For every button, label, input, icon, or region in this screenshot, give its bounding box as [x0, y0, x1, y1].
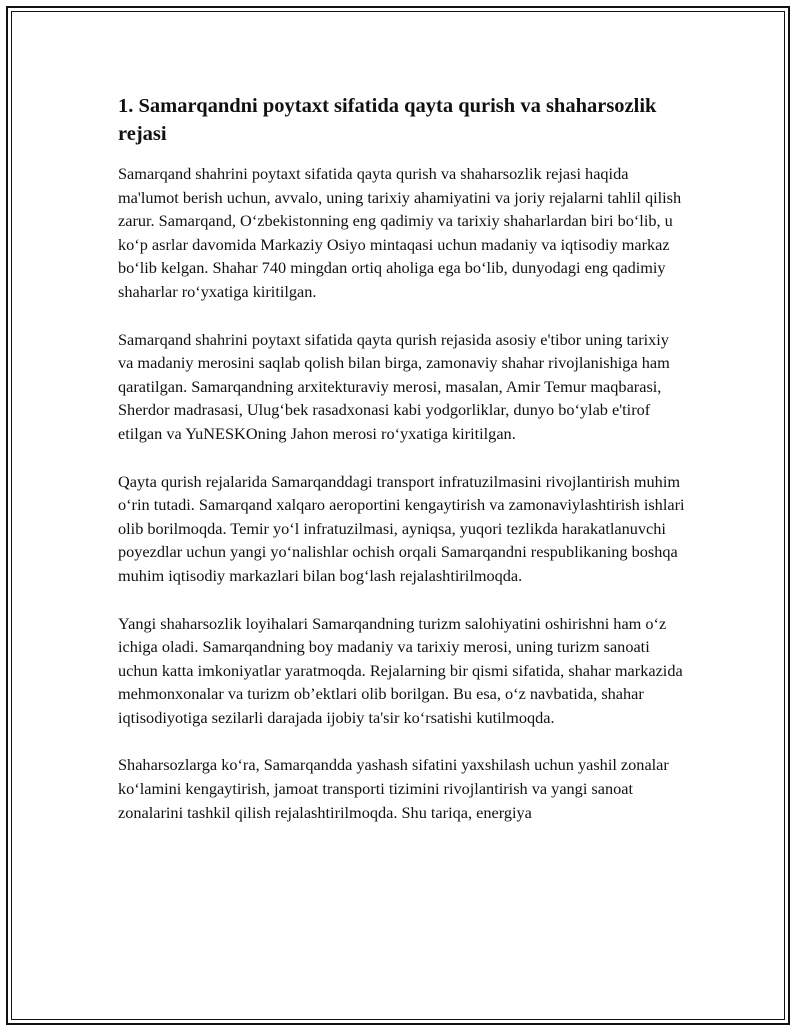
- paragraph-tourism: Yangi shaharsozlik loyihalari Samarqandning turizm salohiyatini oshirishni ham o‘z ichiga oladi. Samarqandning boy madaniy va tarixiy merosi, uning turizm sanoati uchun katta imkoniyatlar yaratmoqda. Rejalarning bir qismi sifatida, shahar markazida mehmonxonalar va turizm ob’ektlari olib borilgan. Bu esa, o‘z navbatida, shahar iqtisodiyotiga sezilarli darajada ijobiy ta'sir ko‘rsatishi kutilmoqda.: [118, 613, 683, 727]
- paragraph-history: Samarqand shahrini poytaxt sifatida qayta qurish va shaharsozlik rejasi haqida ma'lumot berish uchun, avvalo, uning tarixiy ahamiyatini va joriy rejalarni tahlil qilish zarur. Samarqand, O‘zbekistonning eng qadimiy va tarixiy shaharlardan biri bo‘lib, u ko‘p asrlar davomida Markaziy Osiyo mintaqasi uchun madaniy va iqtisodiy markaz bo‘lib kelgan. Shahar 740 mingdan ortiq aholiga ega bo‘lib, dunyodagi eng qadimiy shaharlar ro‘yxatiga kiritilgan.: [118, 164, 682, 301]
- document-body: [118, 92, 688, 848]
- paragraph-urban-planning: Shaharsozlarga ko‘ra, Samarqandda yashash sifatini yaxshilash uchun yashil zonalar ko‘lamini kengaytirish, jamoat transporti tizimini rivojlantirish va yangi sanoat zonalarini tashkil qilish rejalashtirilmoqda. Shu tariqa, energiya: [118, 755, 669, 822]
- section-heading: 1. Samarqandni poytaxt sifatida qayta qurish va shaharsozlik rejasi: [118, 95, 657, 145]
- paragraph-heritage: Samarqand shahrini poytaxt sifatida qayta qurish rejasida asosiy e'tibor uning tarixiy va madaniy merosini saqlab qolish bilan birga, zamonaviy shahar rivojlanishiga ham qaratilgan. Samarqandning arxitekturaviy merosi, masalan, Amir Temur maqbarasi, Sherdor madrasasi, Ulug‘bek rasadxonasi kabi yodgorliklar, dunyo bo‘ylab e'tirof etilgan va YuNESKOning Jahon merosi ro‘yxatiga kiritilgan.: [118, 329, 670, 443]
- paragraph-transport: Qayta qurish rejalarida Samarqanddagi transport infratuzilmasini rivojlantirish muhim o‘rin tutadi. Samarqand xalqaro aeroportini kengaytirish va zamonaviylashtirish ishlari olib borilmoqda. Temir yo‘l infratuzilmasi, ayniqsa, yuqori tezlikda harakatlanuvchi poyezdlar uchun yangi yo‘nalishlar ochish orqali Samarqandni respublikaning boshqa muhim iqtisodiy markazlari bilan bog‘lash rejalashtirilmoqda.: [118, 471, 685, 585]
